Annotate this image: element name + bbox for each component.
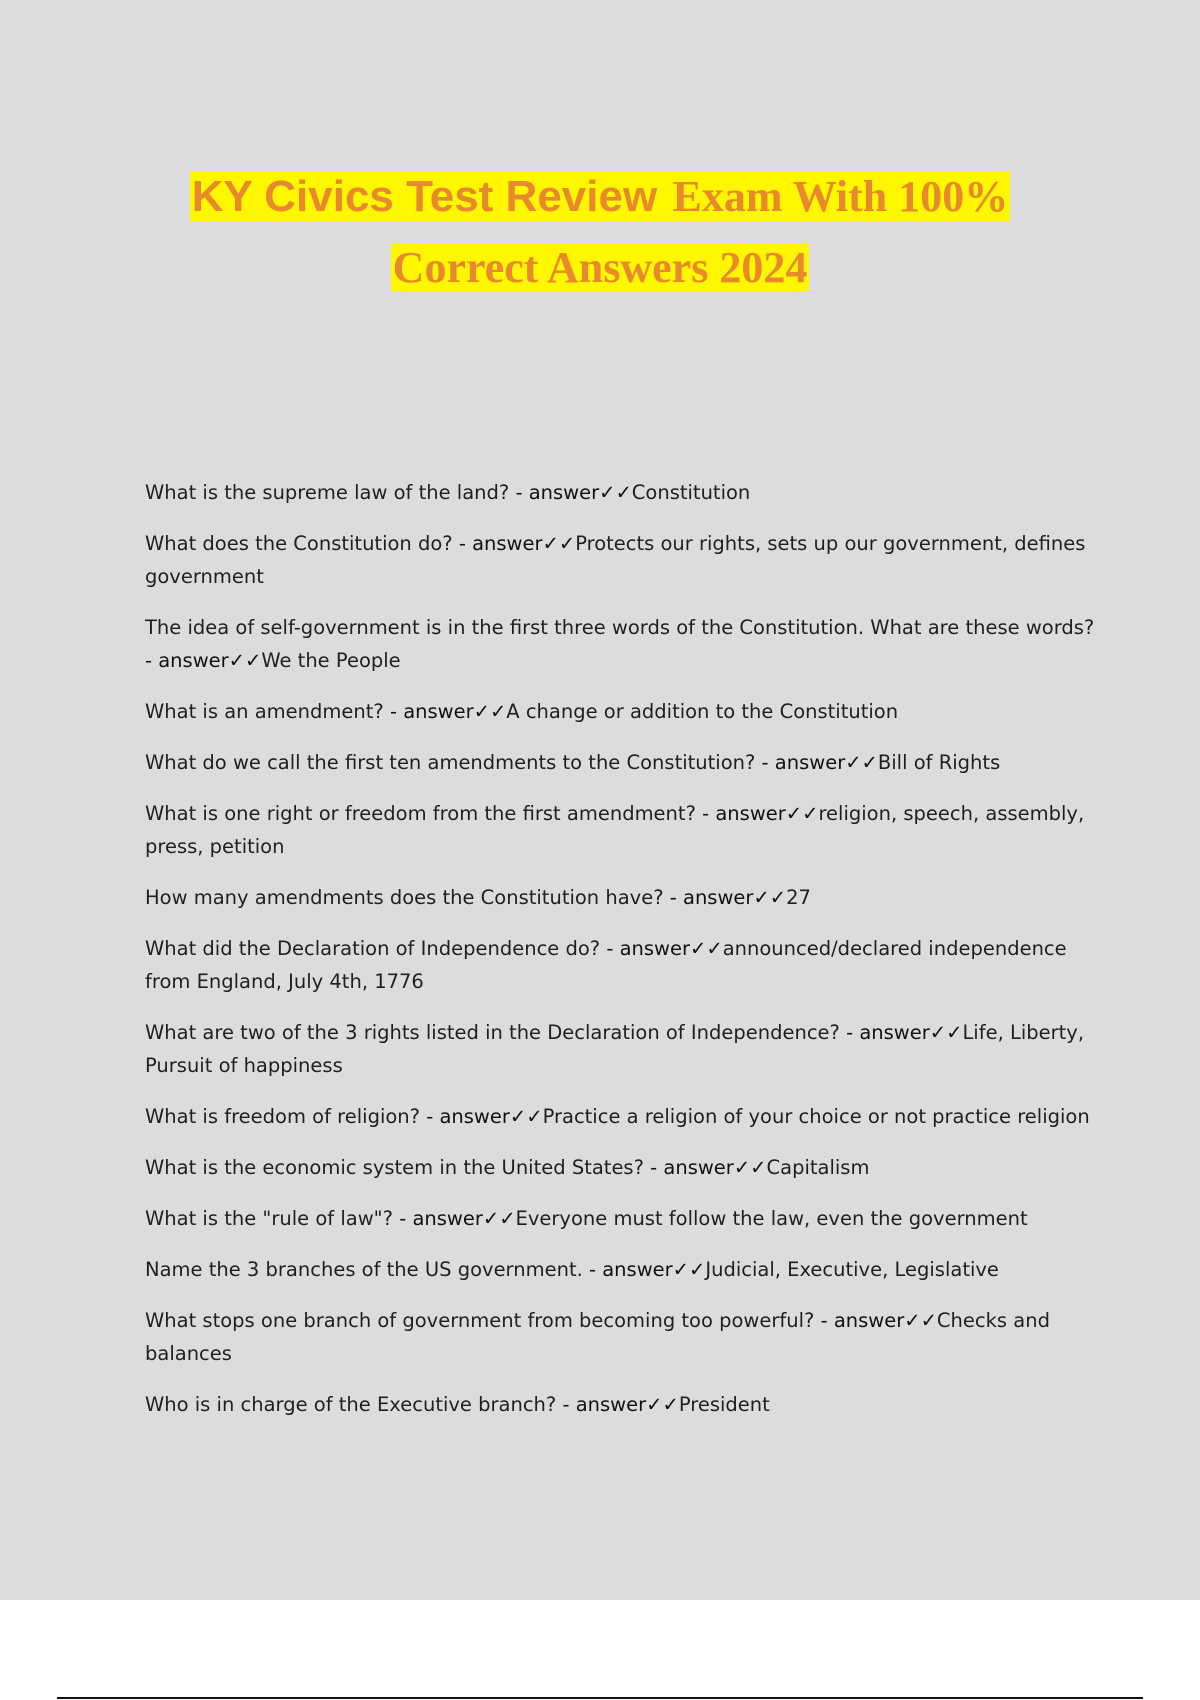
document-title bbox=[0, 166, 1200, 308]
answer-marker: - answer✓✓ bbox=[820, 1309, 937, 1332]
answer-marker: - answer✓✓ bbox=[650, 1156, 767, 1179]
answer-marker: - answer✓✓ bbox=[562, 1393, 679, 1416]
question-text: What stops one branch of government from becoming too powerful? bbox=[145, 1309, 815, 1332]
answer-text: A change or addition to the Constitution bbox=[506, 700, 899, 723]
qa-item bbox=[145, 881, 1105, 914]
answer-marker: - answer✓✓ bbox=[399, 1207, 516, 1230]
qa-item bbox=[145, 527, 1105, 593]
answer-text: Everyone must follow the law, even the government bbox=[515, 1207, 1028, 1230]
question-text: What is the supreme law of the land? bbox=[145, 481, 510, 504]
answer-text: Judicial, Executive, Legislative bbox=[705, 1258, 999, 1281]
answer-text: Bill of Rights bbox=[877, 751, 1001, 774]
qa-list bbox=[145, 476, 1105, 1439]
answer-marker: - answer✓✓ bbox=[761, 751, 878, 774]
qa-item bbox=[145, 611, 1105, 677]
qa-item bbox=[145, 1151, 1105, 1184]
answer-text: Capitalism bbox=[766, 1156, 870, 1179]
question-text: What is the economic system in the United States? bbox=[145, 1156, 644, 1179]
answer-text: announced/declared independence from England, July 4th, 1776 bbox=[145, 937, 1067, 993]
title-line-1 bbox=[190, 171, 1011, 222]
answer-text: Checks and balances bbox=[145, 1309, 1050, 1365]
qa-item bbox=[145, 476, 1105, 509]
qa-item bbox=[145, 1388, 1105, 1421]
question-text: What does the Constitution do? bbox=[145, 532, 453, 555]
answer-marker: - answer✓✓ bbox=[515, 481, 632, 504]
qa-item bbox=[145, 695, 1105, 728]
answer-text: Protects our rights, sets up our government, defines government bbox=[145, 532, 1086, 588]
answer-marker: - answer✓✓ bbox=[458, 532, 576, 555]
qa-item bbox=[145, 1304, 1105, 1370]
question-text: What is an amendment? bbox=[145, 700, 384, 723]
answer-text: religion, speech, assembly, press, petition bbox=[145, 802, 1085, 858]
answer-text: 27 bbox=[786, 886, 811, 909]
qa-item bbox=[145, 932, 1105, 998]
question-text: What did the Declaration of Independence do? bbox=[145, 937, 601, 960]
question-text: What is one right or freedom from the first amendment? bbox=[145, 802, 696, 825]
question-text: Name the 3 branches of the US government. bbox=[145, 1258, 583, 1281]
answer-marker: - answer✓✓ bbox=[145, 649, 262, 672]
answer-marker: - answer✓✓ bbox=[589, 1258, 706, 1281]
answer-marker: - answer✓✓ bbox=[846, 1021, 963, 1044]
qa-item bbox=[145, 1202, 1105, 1235]
title-part-1: KY Civics Test Review bbox=[191, 172, 658, 221]
qa-item bbox=[145, 797, 1105, 863]
answer-marker: - answer✓✓ bbox=[389, 700, 507, 723]
answer-text: President bbox=[678, 1393, 770, 1416]
question-text: What is freedom of religion? bbox=[145, 1105, 421, 1128]
answer-text: We the People bbox=[261, 649, 401, 672]
qa-item bbox=[145, 746, 1105, 779]
answer-text: Life, Liberty, Pursuit of happiness bbox=[145, 1021, 1085, 1077]
question-text: The idea of self-government is in the first three words of the Constitution. What are these words? bbox=[145, 616, 1095, 639]
qa-item bbox=[145, 1253, 1105, 1286]
question-text: What is the "rule of law"? bbox=[145, 1207, 393, 1230]
question-text: What do we call the first ten amendments to the Constitution? bbox=[145, 751, 756, 774]
answer-marker: - answer✓✓ bbox=[669, 886, 787, 909]
answer-text: Constitution bbox=[631, 481, 751, 504]
answer-marker: - answer✓✓ bbox=[702, 802, 819, 825]
title-part-2: Exam With 100% bbox=[672, 172, 1009, 221]
qa-item bbox=[145, 1016, 1105, 1082]
title-line-2: Correct Answers 2024 bbox=[392, 243, 808, 292]
footer-rule bbox=[57, 1697, 1143, 1699]
answer-marker: - answer✓✓ bbox=[426, 1105, 543, 1128]
answer-marker: - answer✓✓ bbox=[606, 937, 723, 960]
answer-text: Practice a religion of your choice or not practice religion bbox=[542, 1105, 1090, 1128]
qa-item bbox=[145, 1100, 1105, 1133]
question-text: How many amendments does the Constitution have? bbox=[145, 886, 664, 909]
question-text: What are two of the 3 rights listed in the Declaration of Independence? bbox=[145, 1021, 840, 1044]
question-text: Who is in charge of the Executive branch? bbox=[145, 1393, 557, 1416]
